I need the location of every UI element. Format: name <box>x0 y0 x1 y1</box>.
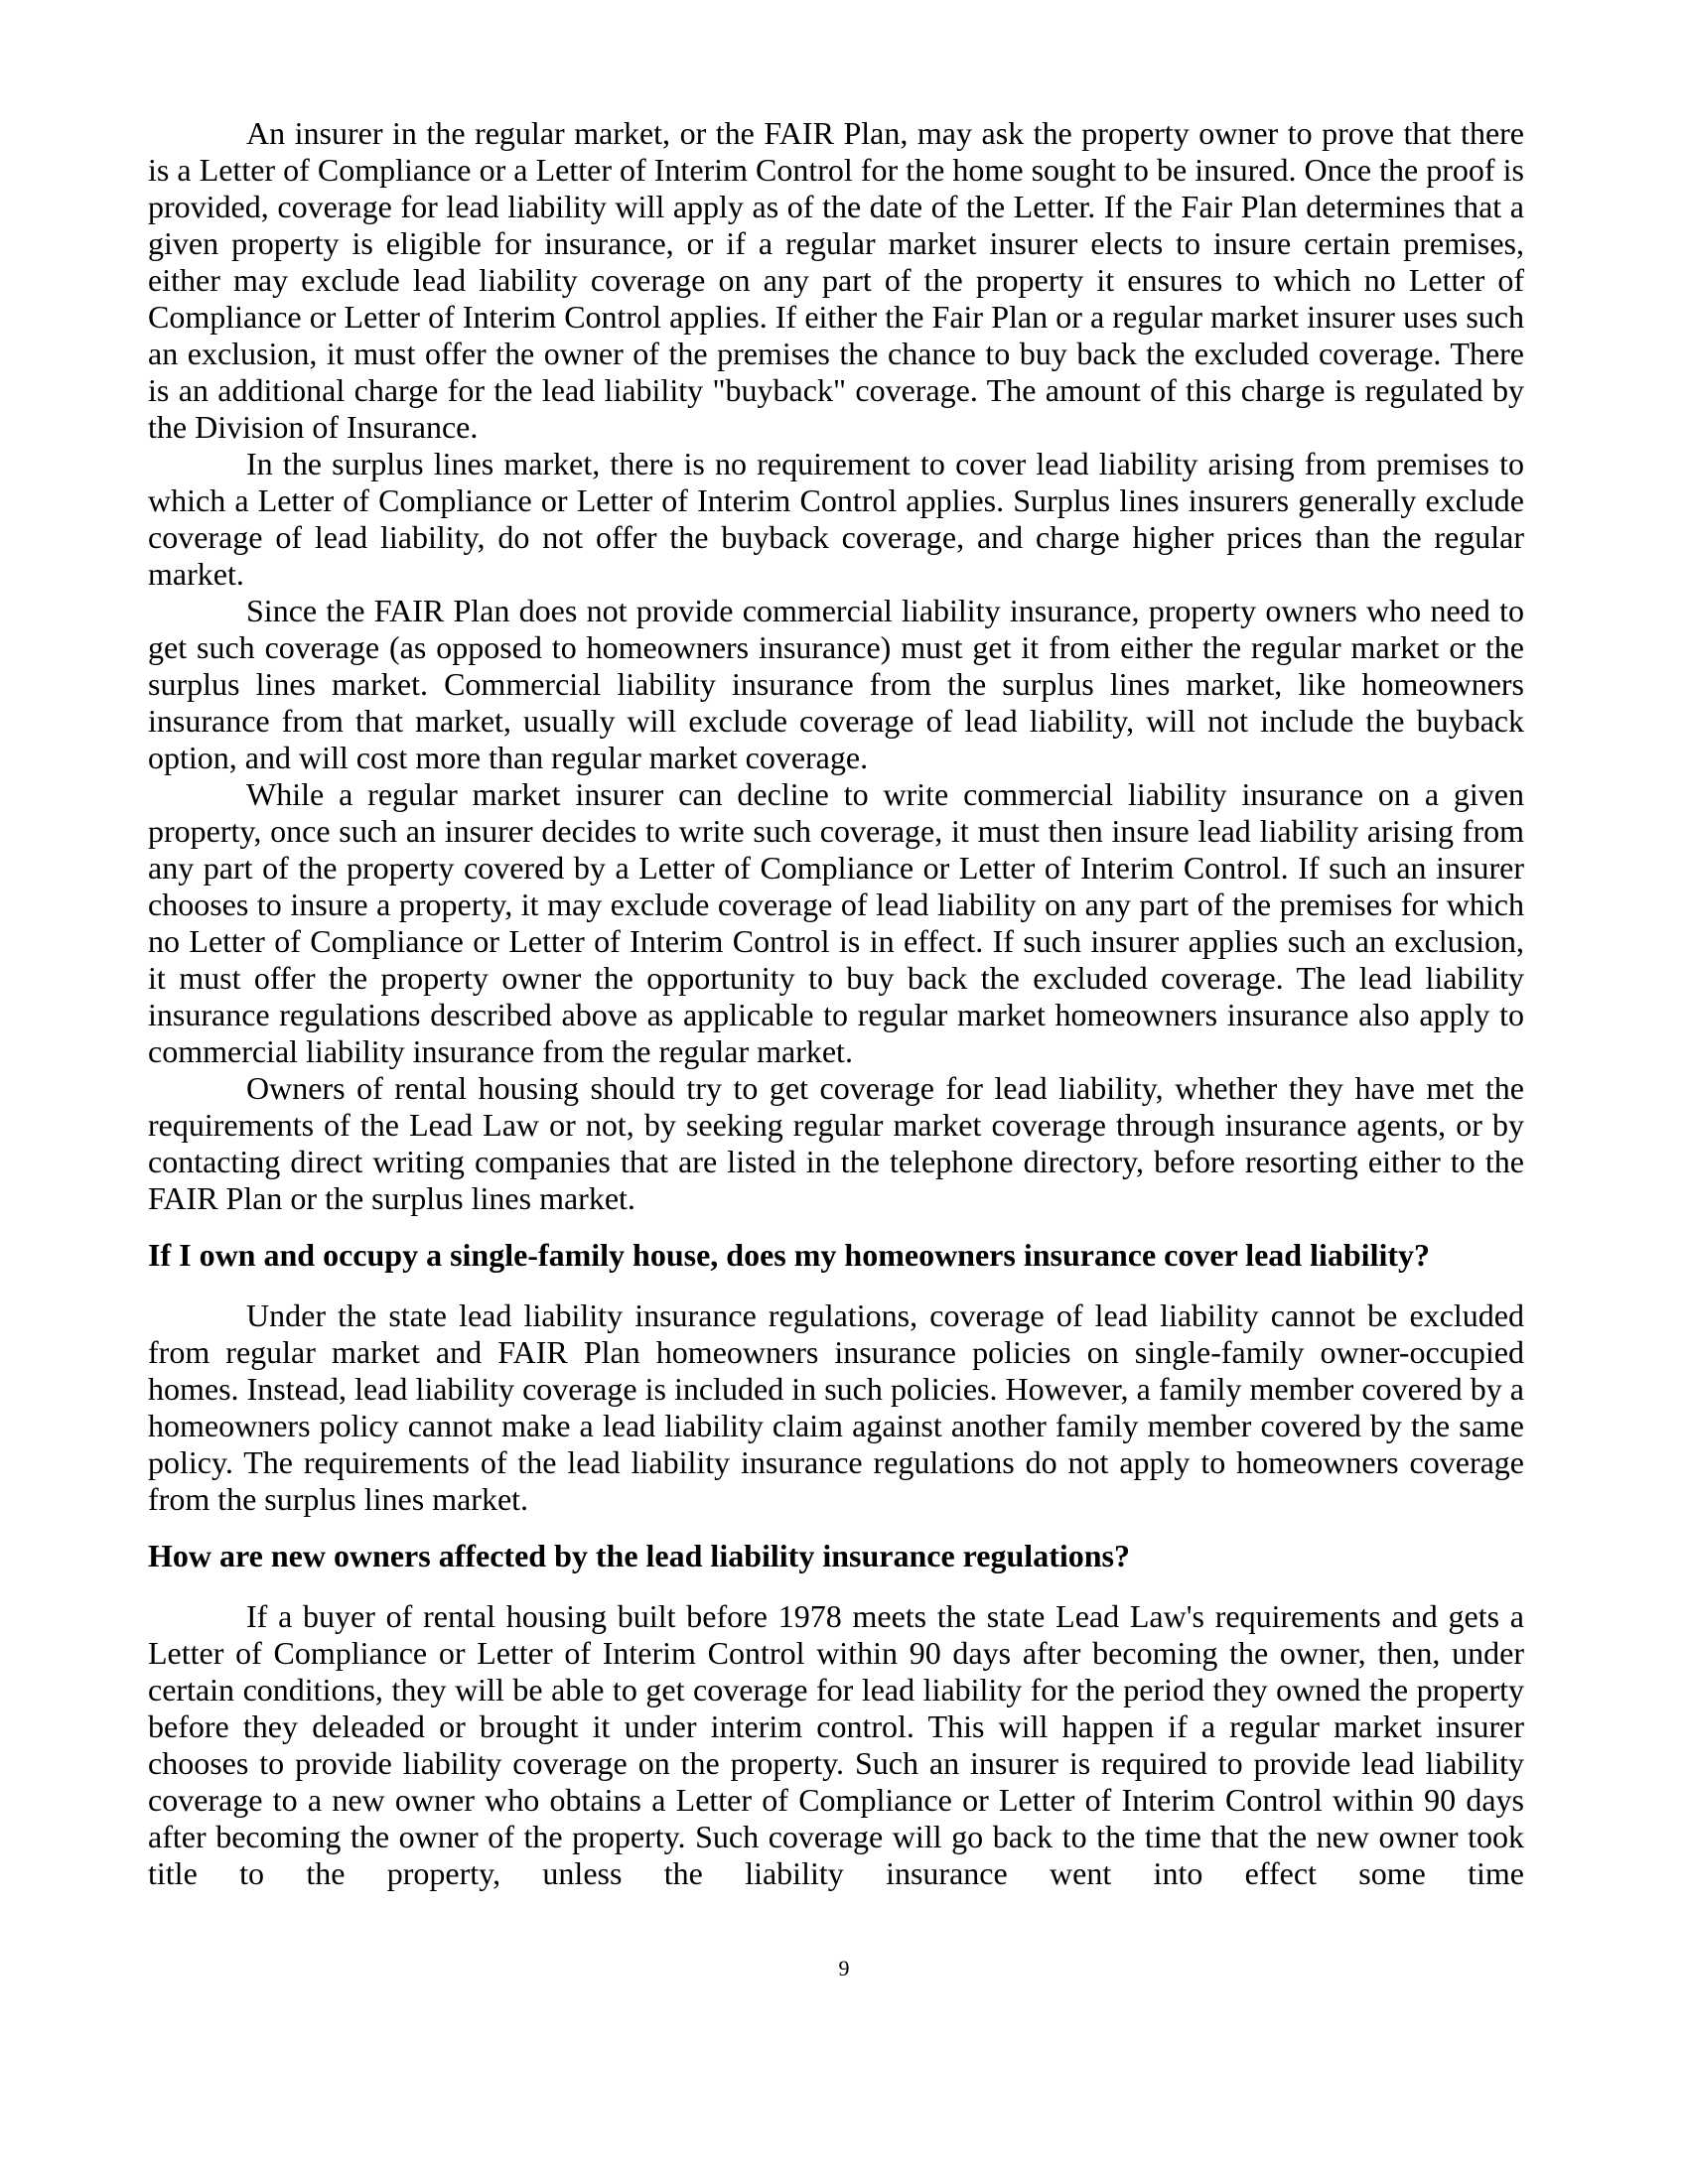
paragraph-regular-market-commercial: While a regular market insurer can decline to write commercial liability insurance on a given property, once such an insurer decides to write such coverage, it must then insure lead liability arising from any part of the property covered by a Letter of Compliance or Letter of Interim Control. If such an insurer chooses to insure a property, it may exclude coverage of lead liability on any part of the premises for which no Letter of Compliance or Letter of Interim Control is in effect. If such insurer applies such an exclusion, it must offer the property owner the opportunity to buy back the excluded coverage. The lead liability insurance regulations described above as applicable to regular market homeowners insurance also apply to commercial liability insurance from the regular market. <box>148 776 1524 1069</box>
paragraph-single-family: Under the state lead liability insurance regulations, coverage of lead liability cannot be excluded from regular market and FAIR Plan homeowners insurance policies on single-family owner-occupied homes. Instead, lead liability coverage is included in such policies. However, a family member covered by a homeowners policy cannot make a lead liability claim against another family member covered by the same policy. The requirements of the lead liability insurance regulations do not apply to homeowners coverage from the surplus lines market. <box>148 1297 1524 1517</box>
document-page <box>148 115 1524 1892</box>
paragraph-surplus-lines: In the surplus lines market, there is no requirement to cover lead liability arising from premises to which a Letter of Compliance or Letter of Interim Control applies. Surplus lines insurers generally exclude coverage of lead liability, do not offer the buyback coverage, and charge higher prices than the regular market. <box>148 446 1524 592</box>
paragraph-commercial-liability: Since the FAIR Plan does not provide commercial liability insurance, property owners who need to get such coverage (as opposed to homeowners insurance) must get it from either the regular market or the surplus lines market. Commercial liability insurance from the surplus lines market, like homeowners insurance from that market, usually will exclude coverage of lead liability, will not include the buyback option, and will cost more than regular market coverage. <box>148 593 1524 775</box>
section-heading-new-owners: How are new owners affected by the lead liability insurance regulations? <box>148 1538 1130 1573</box>
page-number: 9 <box>838 1956 850 1980</box>
section-heading-single-family: If I own and occupy a single-family house, does my homeowners insurance cover lead liability? <box>148 1237 1430 1273</box>
paragraph-new-owners: If a buyer of rental housing built before 1978 meets the state Lead Law's requirements and gets a Letter of Compliance or Letter of Interim Control within 90 days after becoming the owner, then, under certain conditions, they will be able to get coverage for lead liability for the period they owned the property before they deleaded or brought it under interim control. This will happen if a regular market insurer chooses to provide liability coverage on the property. Such an insurer is required to provide lead liability coverage to a new owner who obtains a Letter of Compliance or Letter of Interim Control within 90 days after becoming the owner of the property. Such coverage will go back to the time that the new owner took title to the property, unless the liability insurance went into effect some time <box>148 1598 1524 1891</box>
paragraph-insurer-proof: An insurer in the regular market, or the FAIR Plan, may ask the property owner to prove that there is a Letter of Compliance or a Letter of Interim Control for the home sought to be insured. Once the proof is provided, coverage for lead liability will apply as of the date of the Letter. If the Fair Plan determines that a given property is eligible for insurance, or if a regular market insurer elects to insure certain premises, either may exclude lead liability coverage on any part of the property it ensures to which no Letter of Compliance or Letter of Interim Control applies. If either the Fair Plan or a regular market insurer uses such an exclusion, it must offer the owner of the premises the chance to buy back the excluded coverage. There is an additional charge for the lead liability "buyback" coverage. The amount of this charge is regulated by the Division of Insurance. <box>148 115 1524 445</box>
paragraph-rental-owners-advice: Owners of rental housing should try to get coverage for lead liability, whether they have met the requirements of the Lead Law or not, by seeking regular market coverage through insurance agents, or by contacting direct writing companies that are listed in the telephone directory, before resorting either to the FAIR Plan or the surplus lines market. <box>148 1070 1524 1216</box>
